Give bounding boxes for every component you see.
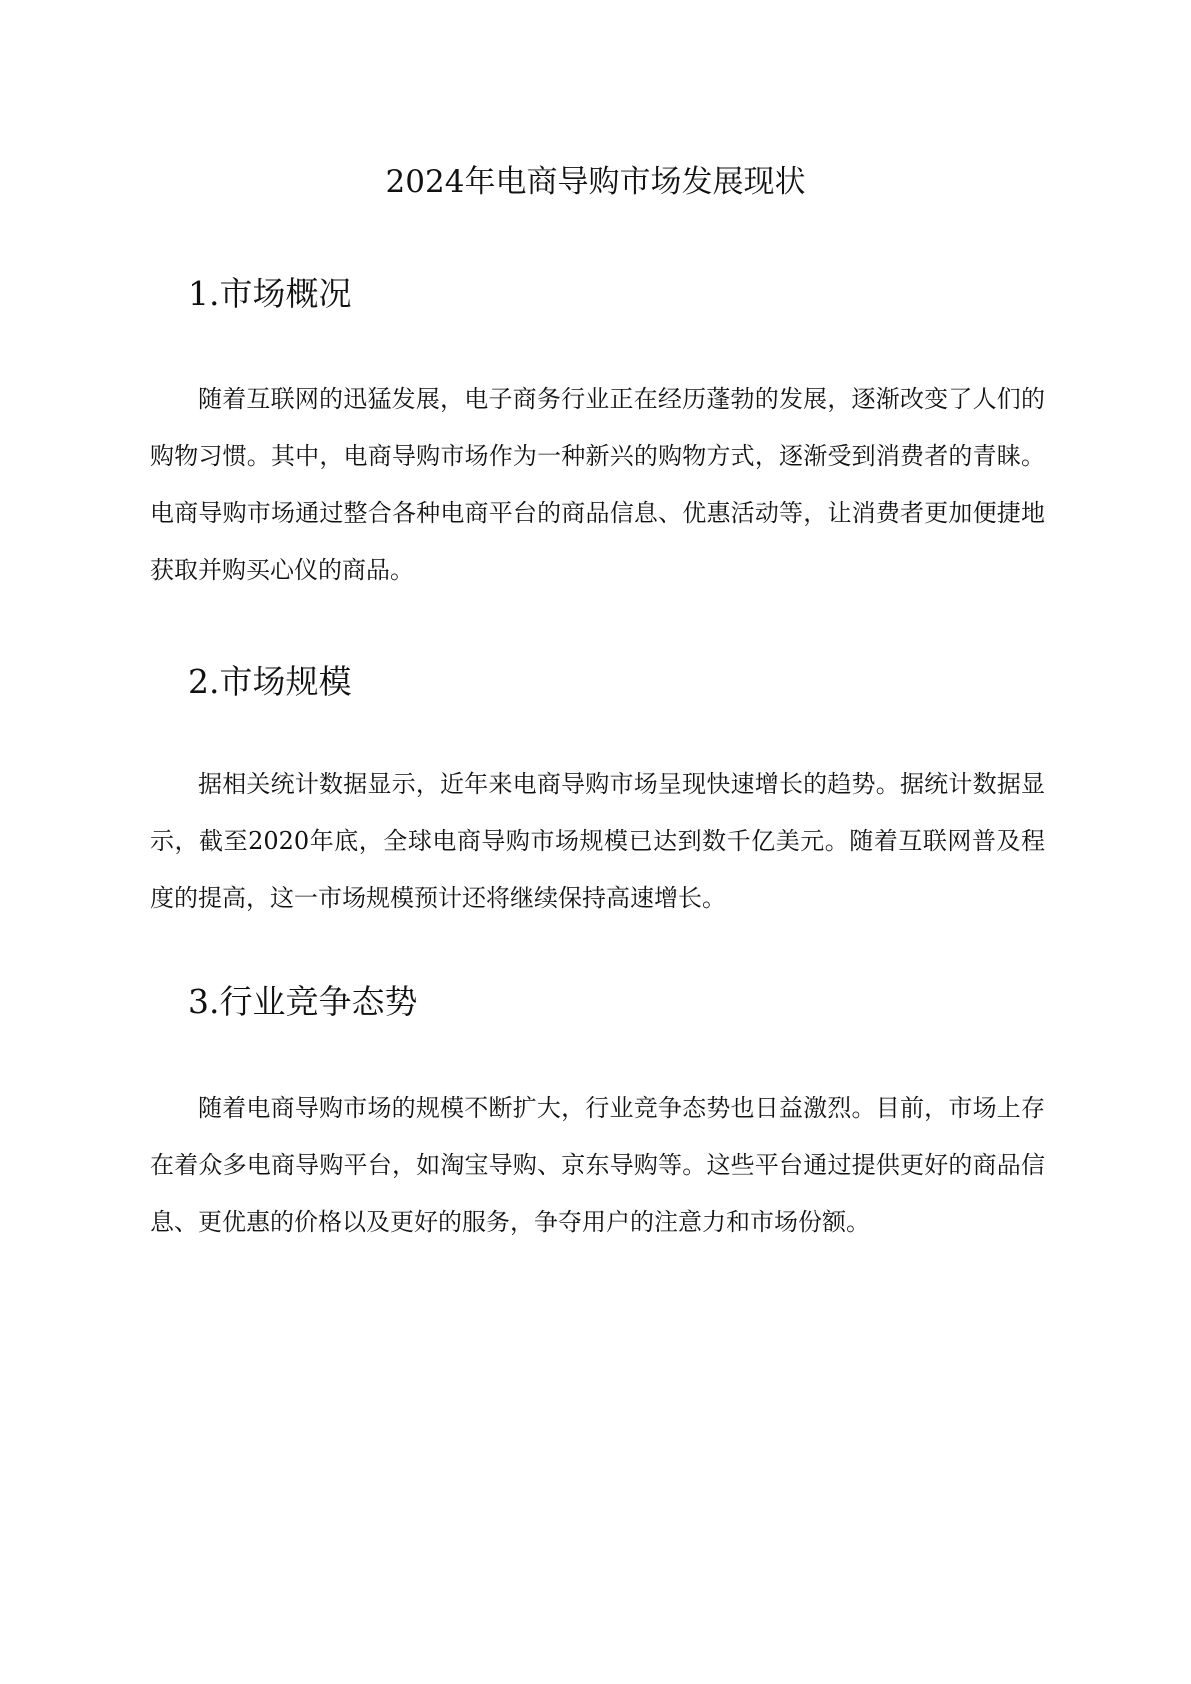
section-heading-market-overview: 1.市场概况 <box>188 274 352 313</box>
section-heading-market-size: 2.市场规模 <box>188 662 352 701</box>
section-heading-competition: 3.行业竞争态势 <box>188 982 418 1021</box>
document-title: 2024年电商导购市场发展现状 <box>385 164 806 200</box>
section-paragraph-market-size: 据相关统计数据显示，近年来电商导购市场呈现快速增长的趋势。据统计数据显示，截至2020年底，全球电商导购市场规模已达到数千亿美元。随着互联网普及程度的提高，这一市场规模预计还将继续保持高速增长。 <box>150 770 1045 912</box>
section-paragraph-market-overview: 随着互联网的迅猛发展，电子商务行业正在经历蓬勃的发展，逐渐改变了人们的购物习惯。其中，电商导购市场作为一种新兴的购物方式，逐渐受到消费者的青睐。电商导购市场通过整合各种电商平台的商品信息、优惠活动等，让消费者更加便捷地获取并购买心仪的商品。 <box>150 385 1045 584</box>
section-paragraph-competition: 随着电商导购市场的规模不断扩大，行业竞争态势也日益激烈。目前，市场上存在着众多电商导购平台，如淘宝导购、京东导购等。这些平台通过提供更好的商品信息、更优惠的价格以及更好的服务，争夺用户的注意力和市场份额。 <box>150 1094 1045 1236</box>
